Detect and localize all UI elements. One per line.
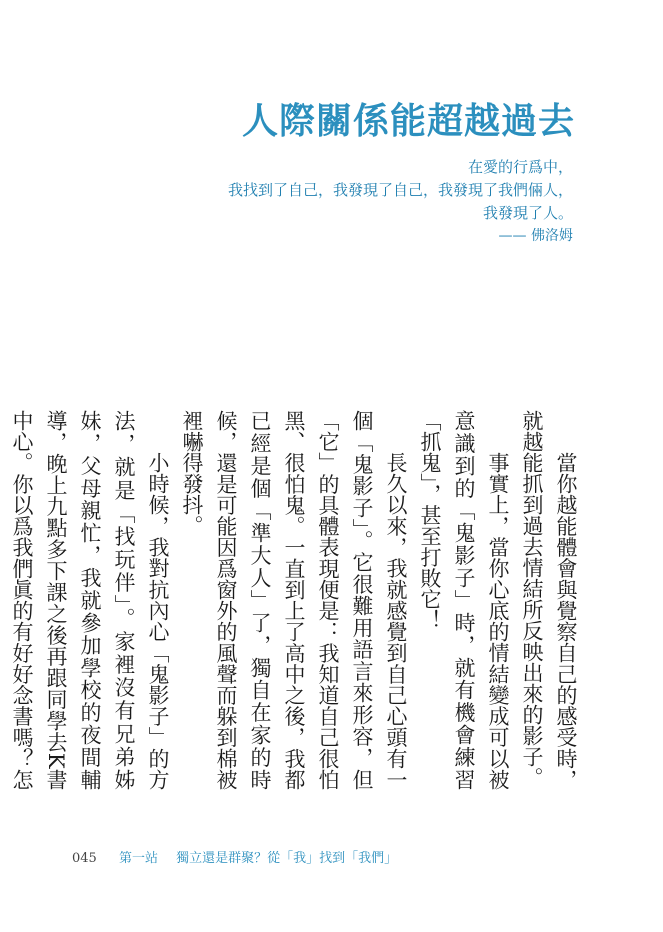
body-paragraph: 當你越能體會與覺察自己的感受時，就越能抓到過去情結所反映出來的影子。 (520, 410, 578, 790)
epigraph-line: 在愛的行爲中， (467, 158, 573, 176)
chapter-title: 獨立還是群聚？從「我」找到「我們」 (176, 851, 398, 866)
page-footer (72, 847, 397, 866)
page-title: 人際關係能超越過去 (241, 100, 575, 142)
body-paragraph: 小時候，我對抗內心「鬼影子」的方法，就是「找玩伴」。家裡沒有兄弟姊妹，父母親忙，我就參加學校的夜間輔導，晚上九點多下課之後再跟同學去K書中心。你以爲我們眞的有好好念書嗎？怎 (10, 410, 170, 790)
page-number: 045 (72, 851, 97, 866)
chapter-label: 第一站 (118, 851, 158, 866)
body-text (0, 410, 583, 790)
epigraph-line: 我找到了自己，我發現了自己，我發現了我們倆人， (227, 181, 573, 199)
epigraph-line: 我發現了人。 (482, 204, 573, 222)
body-paragraph: 長久以來，我就感覺到自己心頭有一個「鬼影子」。它很難用語言來形容，但「它」的具體表現便是：我知道自己很怕黑、很怕鬼。一直到上了高中之後，我都已經是個「準大人」了，獨自在家的時候，還是可能因爲窗外的風聲而躲到棉被裡嚇得發抖。 (180, 410, 408, 790)
body-paragraph: 事實上，當你心底的情結變成可以被意識到的「鬼影子」時，就有機會練習「抓鬼」，甚至打敗它！ (418, 410, 510, 790)
epigraph (228, 156, 573, 248)
epigraph-author: —— 佛洛姆 (498, 228, 573, 244)
